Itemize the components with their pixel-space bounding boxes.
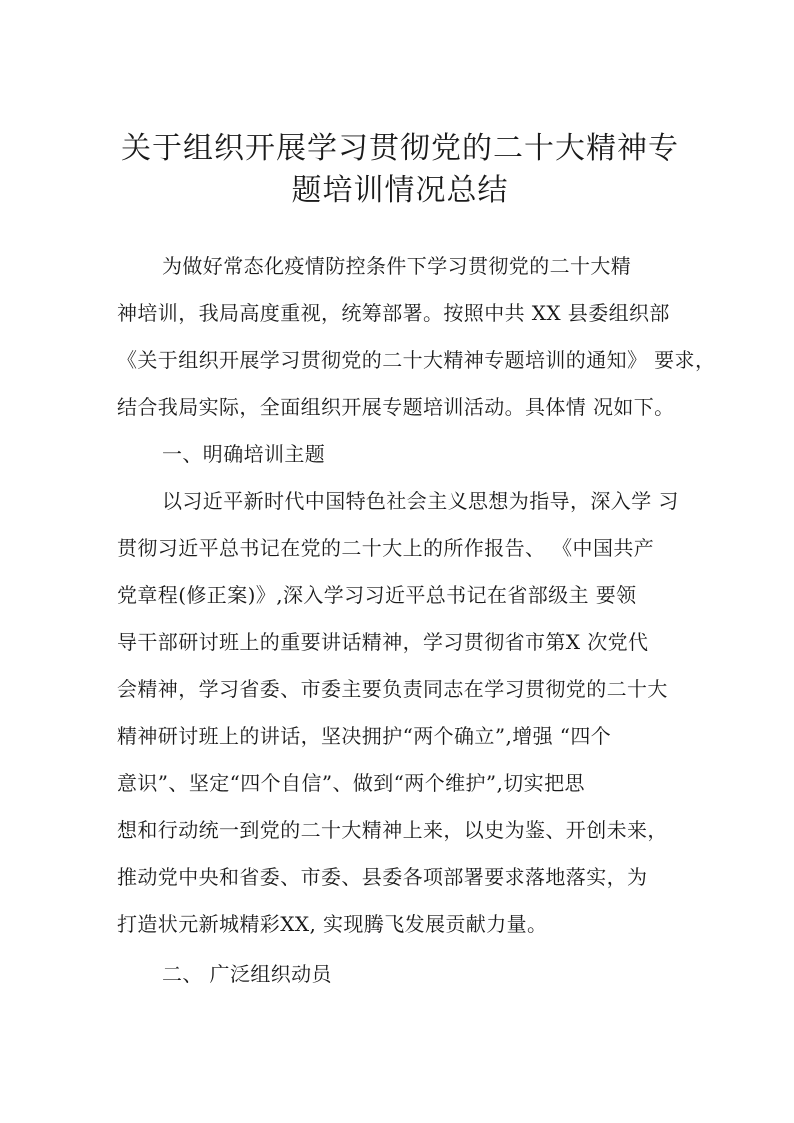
title-line-1: 关于组织开展学习贯彻党的二十大精神专 (121, 131, 679, 166)
section-heading-1: 一、明确培训主题 (162, 442, 326, 466)
section-heading-2: 二、 广泛组织动员 (162, 962, 332, 986)
paragraph-line: 贯彻习近平总书记在党的二十大上的所作报告、 《中国共产 (117, 536, 655, 560)
paragraph-line: 导干部研讨班上的重要讲话精神，学习贯彻省市第X 次党代 (117, 630, 649, 654)
paragraph-line: 意识”、坚定“四个自信”、做到“两个维护”,切实把思 (117, 771, 585, 795)
paragraph-line: 神培训，我局高度重视，统筹部署。按照中共 XX 县委组织部 (117, 301, 670, 325)
paragraph-line: 《关于组织开展学习贯彻党的二十大精神专题培训的通知》 要求， (117, 348, 716, 372)
paragraph-line: 打造状元新城精彩XX, 实现腾飞发展贡献力量。 (117, 912, 548, 936)
paragraph-line: 结合我局实际，全面组织开展专题培训活动。具体情 况如下。 (117, 395, 675, 419)
paragraph-line: 以习近平新时代中国特色社会主义思想为指导，深入学 习 (162, 489, 679, 513)
paragraph-line: 想和行动统一到党的二十大精神上来，以史为鉴、开创未来， (117, 818, 668, 842)
paragraph-line: 精神研讨班上的讲话，坚决拥护“两个确立”,增强 “四个 (117, 724, 612, 748)
document-title (100, 128, 700, 212)
title-line-2: 题培训情况总结 (291, 173, 509, 208)
paragraph-line: 会精神，学习省委、市委主要负责同志在学习贯彻党的二十大 (117, 677, 668, 701)
paragraph-line: 为做好常态化疫情防控条件下学习贯彻党的二十大精 (162, 254, 632, 278)
paragraph-line: 党章程(修正案)》,深入学习习近平总书记在省部级主 要领 (117, 583, 637, 607)
paragraph-line: 推动党中央和省委、市委、县委各项部署要求落地落实，为 (117, 865, 648, 889)
